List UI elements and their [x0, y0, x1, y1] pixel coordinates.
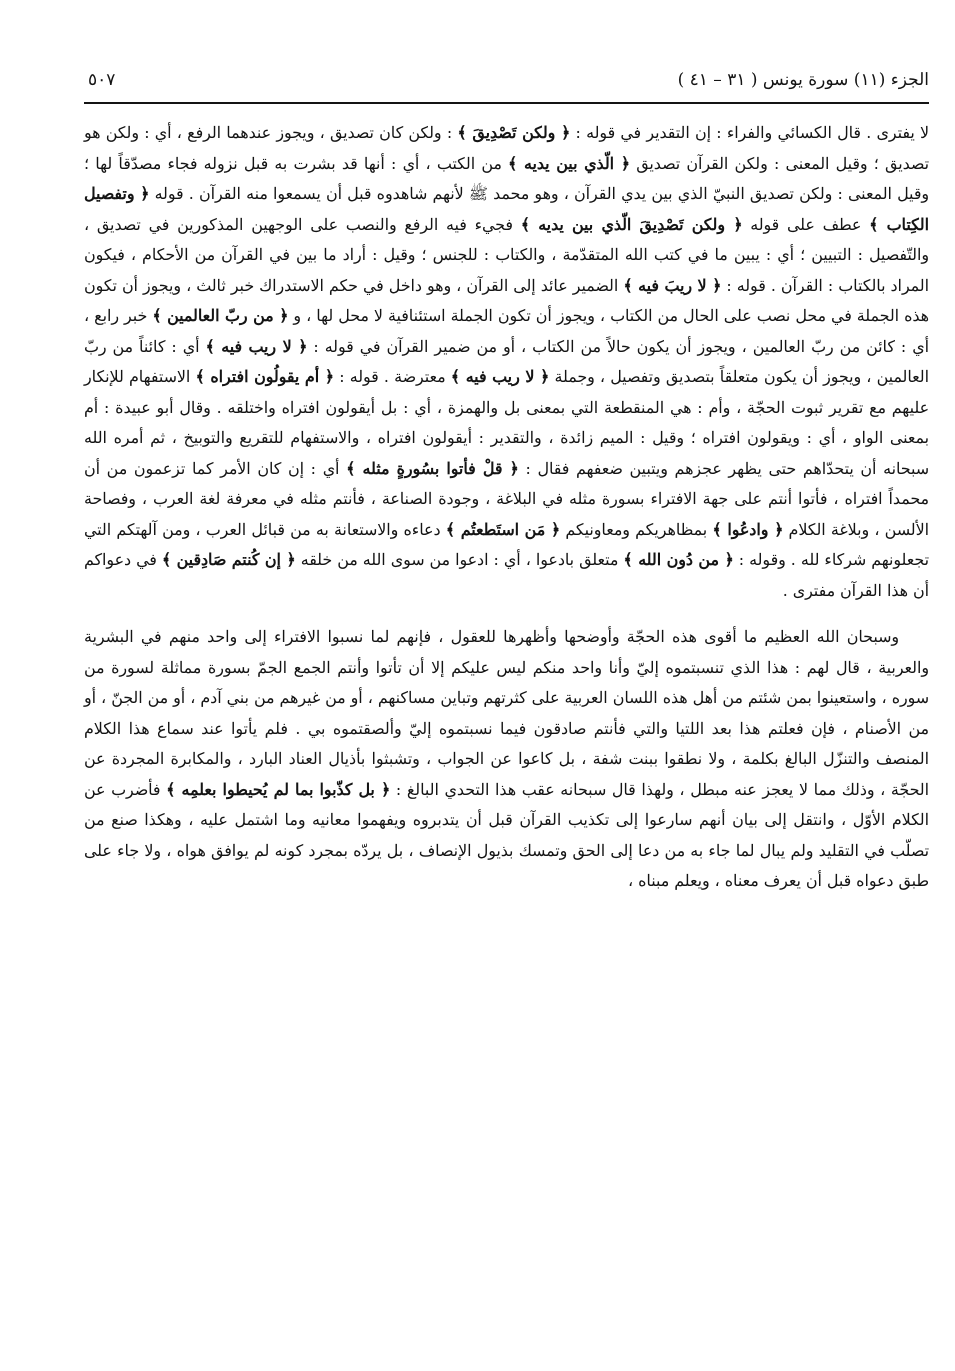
- page-number: ٥٠٧: [88, 70, 116, 90]
- text-segment: : ولكن كان تصديق ، ويجوز عندهما الرفع ، أي : ولكن هو تصديق ؛ وقيل المعنى : ولكن القرآن تصديق: [84, 123, 929, 173]
- body-text: [84, 118, 929, 897]
- quran-quote: ﴿ ولكن تَصْدِيقَ الّذي بين يديه ﴾: [520, 214, 743, 234]
- text-segment: في دعواكم أن هذا القرآن مفترى .: [84, 550, 929, 600]
- quran-quote: ﴿ لا ريب فيه ﴾: [205, 336, 308, 356]
- text-segment: الاستفهام للإنكار عليهم مع تقرير ثبوت الحجّة ، وأم : هي المنقطعة التي بمعنى بل والهمزة ، أي : بل أيقولون افتراه واختلقه . وقال أبو عبيدة : أم بمعنى الواو ، أي : ويقولون افتراه ؛ وقيل : الميم زائدة ، والتقدير : أيقولون افتراه ، والاستفهام للتقريع والتوبيخ ، ثم أمره الله سبحانه أن يتحدّاهم حتى يظهر عجزهم ويتبين ضعفهم فقال :: [84, 367, 929, 478]
- quran-quote: ﴿ من ربّ العالمين ﴾: [152, 306, 289, 325]
- quran-quote: ﴿ أم يقولُون افتراه ﴾: [195, 367, 335, 386]
- quran-quote: ﴿ لا ريب فيه ﴾: [450, 367, 550, 386]
- text-segment: دعاءه والاستعانة به من قبائل العرب ، ومن آلهتكم التي تجعلونهم شركاء لله . وقوله :: [84, 519, 929, 569]
- quran-quote: ﴿ ولكن تَصْدِيقَ ﴾: [457, 123, 571, 142]
- text-segment: لا يفترى . قال الكسائي والفراء : إن التقدير في قوله :: [570, 123, 929, 142]
- running-title: الجزء (١١) سورة يونس ( ٣١ – ٤١ ): [677, 70, 929, 90]
- text-segment: متعلق بادعوا ، أي : ادعوا من سوى الله من خلقه: [295, 550, 624, 569]
- quran-quote: ﴿ إن كُنتم صَادِقين ﴾: [161, 550, 296, 569]
- text-segment: فجيء فيه الرفع والنصب على الوجهين المذكورين في تصديق ، والتّفصيل : التبيين ؛ أي : يبين ما في كتب الله المتقدّمة ، والكتاب : للجنس ؛ وقيل : أراد ما بين في القرآن من الأحكام ، فيكون المراد بالكتاب : القرآن . قوله :: [84, 214, 930, 295]
- text-segment: خبر رابع ، أي : كائن من ربّ العالمين ، ويجوز أن يكون حالاً من الكتاب ، أو من ضمير القرآن في قوله :: [84, 306, 930, 356]
- text-segment: الضمير عائد إلى القرآن ، وهو داخل في حكم الاستدراك خبر ثالث ، ويجوز أن تكون هذه الجملة في محل نصب على الحال من الكتاب ، ويجوز أن تكون الجملة استئنافية لا محل لها ، و: [84, 275, 929, 325]
- quran-quote: ﴿ مَن استَطعتُم ﴾: [445, 519, 561, 539]
- text-segment: وسبحان الله العظيم ما أقوى هذه الحجّة وأوضحها وأظهرها للعقول ، فإنهم لما نسبوا الافتراء إلى واحد منهم في البشرية والعربية ، قال لهم : هذا الذي تنسبتموه إليّ وأنا واحد منكم ليس عليكم إلا أن تأتوا وأنتم الجمع الجمّ بسورة مماثلة لسورة من سوره ، واستعينوا بمن شئتم من أهل هذه اللسان العربية على كثرتهم وتباين مساكنهم ، أو من غيرهم من بني آدم ، أو من الجنّ ، أو من الأصنام ، فإن فعلتم هذا بعد اللتيا والتي فأنتم صادقون فيما نسبتموه إليّ وألصقتموه بي . فلم يأتوا عند سماع هذا الكلام المنصف والتنزّل البالغ بكلمة ، ولا نطقوا ببنت شفة ، بل كاعوا عن الجواب ، وتشبثوا بأذيال العناد البارد ، والمكابرة المجردة عن الحجّة ، وذلك مما لا يعجز عنه مبطل ، ولهذا قال سبحانه عقب هذا التحدي البالغ :: [84, 627, 930, 799]
- quran-quote: ﴿ من دُون الله ﴾: [623, 550, 734, 569]
- paragraph: [84, 622, 929, 897]
- text-segment: عطف على قوله: [742, 214, 870, 234]
- quran-quote: ﴿ وادعُوا ﴾: [712, 519, 784, 539]
- text-segment: معترضة . قوله :: [334, 367, 451, 386]
- text-segment: بمظاهريكم ومعاونيكم: [560, 519, 713, 539]
- paragraph: [84, 118, 929, 606]
- text-segment: أي : كائناً من ربّ العالمين ، ويجوز أن يكون متعلقاً بتصديق وتفصيل ، وجملة: [84, 336, 929, 386]
- quran-quote: ﴿ بل كذّبوا بما لم يُحيطوا بعلمِه ﴾: [166, 779, 391, 799]
- text-segment: أي : إن كان الأمر كما تزعمون من أن محمداً افتراه ، فأتوا أنتم على جهة الافتراء بسورة مثله في البلاغة ، وجودة الصناعة ، فأنتم مثله في معرفة لغة العرب ، وفصاحة الألسن ، وبلاغة الكلام: [84, 458, 929, 539]
- text-segment: فأضرب عن الكلام الأوّل ، وانتقل إلى بيان أنهم سارعوا إلى تكذيب القرآن قبل أن يتدبروه ويفهموا معانيه وما اشتمل عليه ، وهكذا صنع من تصلّب في التقليد ولم يبال لما جاء به من دعا إلى الحق وتمسك بذيول الإنصاف ، بل يردّه بمجرد كونه لم يوافق هواه ، ولا جاء على طبق دعواه قبل أن يعرف معناه ، ويعلم مبناه ،: [84, 779, 929, 890]
- quran-quote: ﴿ الّذي بين يديه ﴾: [508, 153, 630, 173]
- quran-quote: ﴿ وتفصيل الكِتاب ﴾: [84, 184, 930, 234]
- quran-quote: ﴿ قلْ فأتوا بسُورةٍ مثله ﴾: [346, 458, 519, 478]
- quran-quote: ﴿ لا ريبَ فيه ﴾: [623, 275, 722, 295]
- text-segment: من الكتب ، أي : أنها قد بشرت به قبل نزوله فجاء مصدّقاً لها ؛ وقيل المعنى : ولكن تصديق النبيّ الذي بين يدي القرآن ، وهو محمد ﷺ لأنهم شاهدوه قبل أن يسمعوا منه القرآن . قوله: [84, 153, 930, 203]
- page-header: [84, 62, 929, 104]
